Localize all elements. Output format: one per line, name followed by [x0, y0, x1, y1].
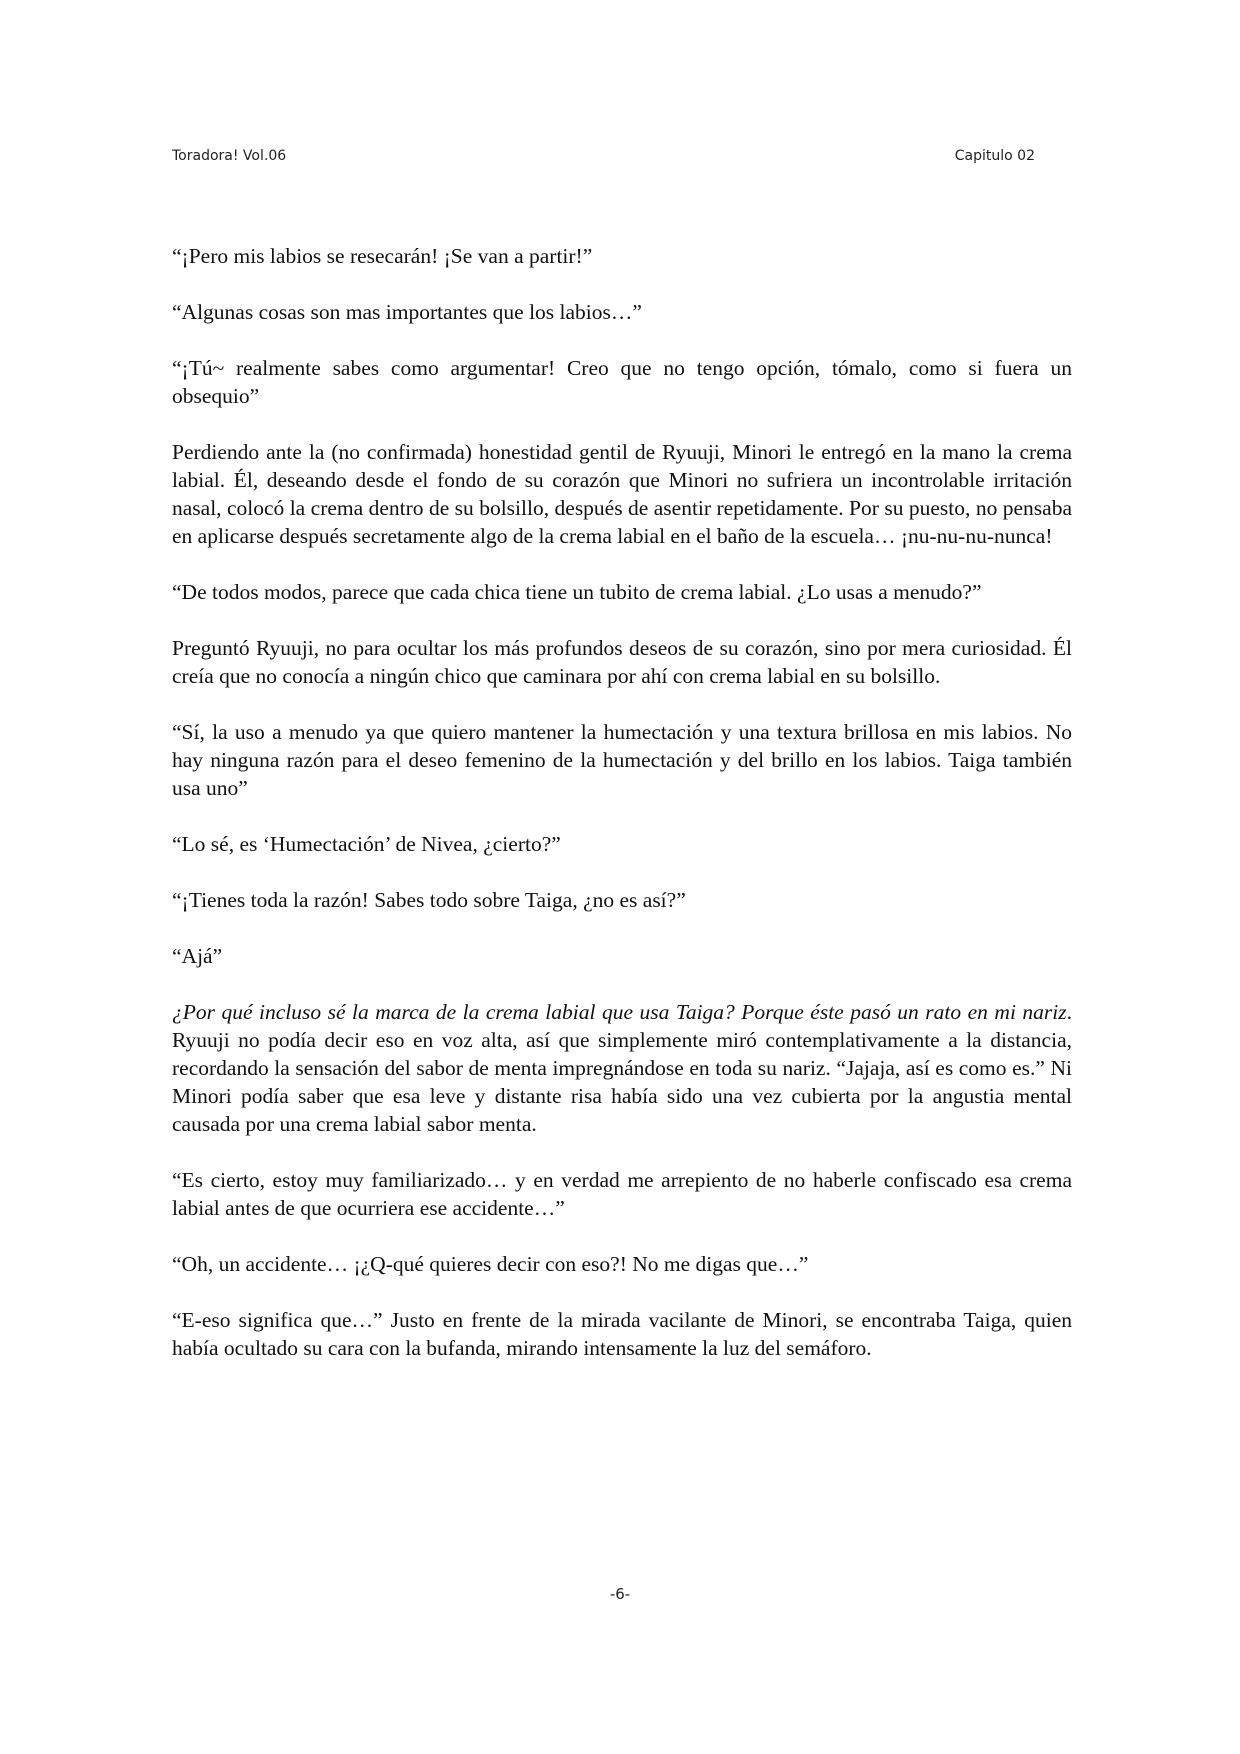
paragraph: Perdiendo ante la (no confirmada) honestidad gentil de Ryuuji, Minori le entregó en la mano la crema labial. Él, deseando desde el fondo de su corazón que Minori no sufriera un incontrolable irritación nasal, colocó la crema dentro de su bolsillo, después de asentir repetidamente. Por su puesto, no pensaba en aplicarse después secretamente algo de la crema labial en el baño de la escuela… ¡nu-nu-nu-nunca!	[172, 440, 1072, 548]
paragraph: Preguntó Ryuuji, no para ocultar los más profundos deseos de su corazón, sino por mera curiosidad. Él creía que no conocía a ningún chico que caminara por ahí con crema labial en su bolsillo.	[172, 636, 1072, 688]
paragraph: “Sí, la uso a menudo ya que quiero mantener la humectación y una textura brillosa en mis labios. No hay ninguna razón para el deseo femenino de la humectación y del brillo en los labios. Taiga también usa uno”	[172, 720, 1072, 800]
paragraph: “E-eso significa que…” Justo en frente de la mirada vacilante de Minori, se encontraba Taiga, quien había ocultado su cara con la bufanda, mirando intensamente la luz del semáforo.	[172, 1308, 1072, 1360]
inner-thought: ¿Por qué incluso sé la marca de la crema labial que usa Taiga? Porque éste pasó un rato en mi nariz	[172, 1000, 1067, 1024]
paragraph: “¡Tienes toda la razón! Sabes todo sobre Taiga, ¿no es así?”	[172, 888, 686, 912]
paragraph: “¡Pero mis labios se resecarán! ¡Se van a partir!”	[172, 244, 593, 268]
paragraph: “Oh, un accidente… ¡¿Q-qué quieres decir con eso?! No me digas que…”	[172, 1252, 809, 1276]
paragraph: “De todos modos, parece que cada chica tiene un tubito de crema labial. ¿Lo usas a menudo?”	[172, 580, 982, 604]
paragraph: “¡Tú~ realmente sabes como argumentar! Creo que no tengo opción, tómalo, como si fuera un obsequio”	[172, 356, 1072, 408]
body-text	[172, 242, 1072, 1390]
paragraph: “Es cierto, estoy muy familiarizado… y en verdad me arrepiento de no haberle confiscado esa crema labial antes de que ocurriera ese accidente…”	[172, 1168, 1072, 1220]
paragraph: “Algunas cosas son mas importantes que los labios…”	[172, 300, 642, 324]
page-number: -6-	[609, 1585, 631, 1603]
running-header-title: Toradora! Vol.06	[172, 148, 287, 164]
paragraph: “Ajá”	[172, 944, 223, 968]
running-header-chapter: Capitulo 02	[954, 148, 1035, 164]
paragraph: ¿Por qué incluso sé la marca de la crema labial que usa Taiga? Porque éste pasó un rato en mi nariz. Ryuuji no podía decir eso en voz alta, así que simplemente miró contemplativamente a la distancia, recordando la sensación del sabor de menta impregnándose en toda su nariz. “Jajaja, así es como es.” Ni Minori podía saber que esa leve y distante risa había sido una vez cubierta por la angustia mental causada por una crema labial sabor menta.	[172, 1000, 1072, 1136]
paragraph: “Lo sé, es ‘Humectación’ de Nivea, ¿cierto?”	[172, 832, 561, 856]
